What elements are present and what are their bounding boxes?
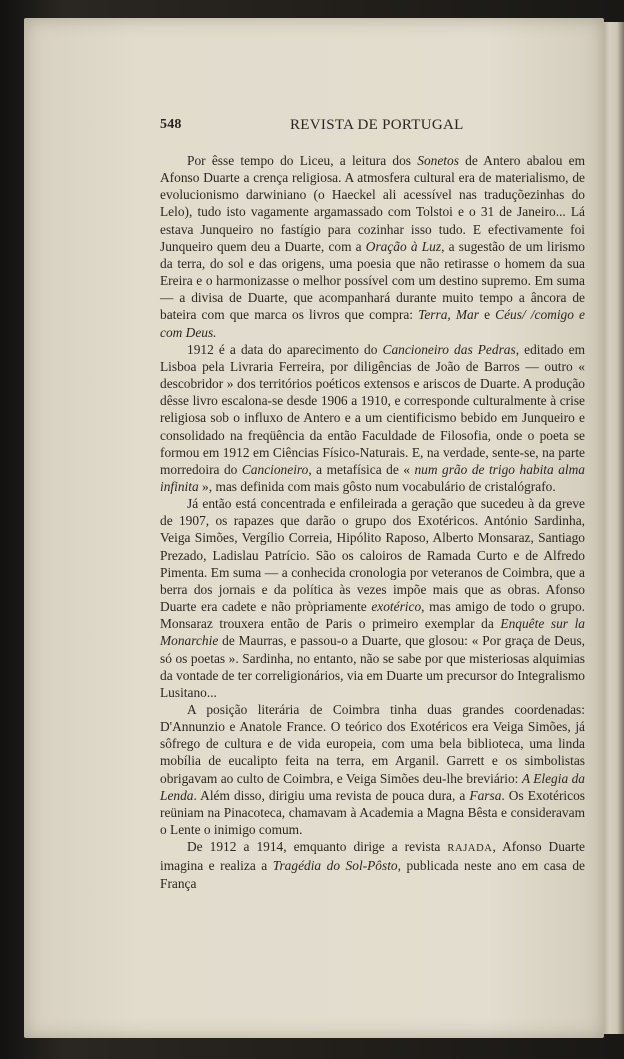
text-run: », mas definida com mais gôsto num vocabulário de cristalógrafo. (198, 478, 556, 494)
text-run: e (478, 307, 496, 323)
paragraph (160, 701, 585, 838)
paragraph (160, 152, 585, 341)
page-header (160, 117, 585, 139)
italic-title: Oração à Luz (365, 238, 442, 254)
page-number: 548 (160, 117, 182, 132)
italic-quote: num grão de trigo habita alma infinita (160, 461, 585, 494)
italic-term: exotérico (371, 599, 422, 615)
text-run: , a metafísica de « (308, 461, 415, 477)
paragraph (160, 838, 585, 891)
text-run: . Além disso, dirigiu uma revista de pouca dura, a (193, 787, 470, 803)
text-run: De 1912 a 1914, emquanto dirige a revista (187, 839, 448, 855)
paragraph (160, 495, 585, 701)
text-run: 1912 é a data do aparecimento do (187, 341, 383, 357)
text-run: , editado em Lisboa pela Livraria Ferreira, por diligências de João de Barros — outro « descobridor » dos territórios poéticos extensos e ariscos de Duarte. A produção dêsse livro escalona-se desde 1906 a 1910, e corresponde culturalmente à crise religiosa sob o influxo de Antero e a um cientificismo bebido em Junqueiro e consolidado na freqüência da então Faculdade de Filosofia, onde o poeta se formou em 1912 em Ciências Físico-Naturais. E, na verdade, sente-se, na parte morredoira do (160, 341, 585, 477)
body-text (160, 152, 585, 892)
running-title: REVISTA DE PORTUGAL (290, 117, 464, 133)
text-run: , Afonso Duarte imagina e realiza a (160, 839, 585, 874)
italic-title: Cancioneiro das Pedras (382, 341, 516, 357)
text-run: de Antero abalou em Afonso Duarte a crença religiosa. A atmosfera cultural era de materialismo, de evolucionismo darwiniano (o Haeckel ali acessível nas traduçõezinhas do Lelo), tudo isto vagamente argamassado com Tolstoi e o 31 de Janeiro... Lá estava Junqueiro no fastígio para cozinhar isso tudo. E efectivamente foi Junqueiro quem deu a Duarte, com a (160, 153, 585, 254)
text-run: , a sugestão de um lirismo da terra, do sol e das origens, uma poesia que não retirasse o homem da sua Ereira e o harmonizasse o melhor possível com um destino supremo. Em suma — a divisa de Duarte, que acompanhará durante muito tempo a âncora de bateira com que marca os livros que compra: (160, 238, 585, 323)
italic-title: Terra, Mar (418, 307, 479, 323)
small-caps-title: RAJADA (447, 843, 493, 855)
text-run: . Os Exotéricos reüniam na Pinacoteca, chamavam à Academia a Magna Bêsta e consideravam o Lente o inimigo comum. (160, 787, 585, 838)
text-run: Já então está concentrada e enfileirada a geração que sucedeu à da greve de 1907, os rapazes que darão o grupo dos Exotéricos. António Sardinha, Veiga Simões, Vergílio Correia, Hipólito Raposo, Alberto Monsaraz, Santiago Prezado, Ladislau Patrício. São os caloiros de Ramada Curto e de Alfredo Pimenta. Em suma — a conhecida cronologia por veteranos de Coimbra, que a berra dos jornais e da política às vezes impõe mais que as obras. Afonso Duarte era cadete e não pròpriamente (160, 496, 585, 615)
italic-title: Tragédia do Sol-Pôsto (272, 858, 398, 874)
text-run: A posição literária de Coimbra tinha duas grandes coordenadas: D'Annunzio e Anatole France. O teórico dos Exotéricos era Veiga Simões, já sôfrego de cultura e de vida europeia, com uma bela biblioteca, uma linda mobília de eucalipto feita na terra, em Arganil. Garrett e os simbolistas obrigavam ao culto de Coimbra, e Veiga Simões deu-lhe breviário: (160, 702, 585, 786)
text-run: Por êsse tempo do Liceu, a leitura dos (187, 153, 418, 168)
paragraph (160, 341, 585, 495)
italic-title: Sonetos (417, 153, 459, 168)
italic-title: Farsa (469, 787, 502, 803)
italic-title: Cancioneiro (241, 461, 309, 477)
text-run: de Maurras, e passou-o a Duarte, que glosou: « Por graça de Deus, só os poetas ». Sardinha, no entanto, não se sabe por que misteriosas alquimias da vontade de ter correligionários, via em Duarte um precursor do Integralismo Lusitano... (160, 633, 585, 700)
italic-title: Céus/ /comigo e com Deus. (160, 307, 585, 340)
italic-title: Enquête sur la Monarchie (160, 616, 585, 649)
text-run: , publicada neste ano em casa de França (160, 858, 585, 891)
italic-title: A Elegia da Lenda (160, 770, 586, 803)
text-run: , mas amigo de todo o grupo. Monsaraz trouxera então de Paris o primeiro exemplar da (160, 599, 585, 632)
